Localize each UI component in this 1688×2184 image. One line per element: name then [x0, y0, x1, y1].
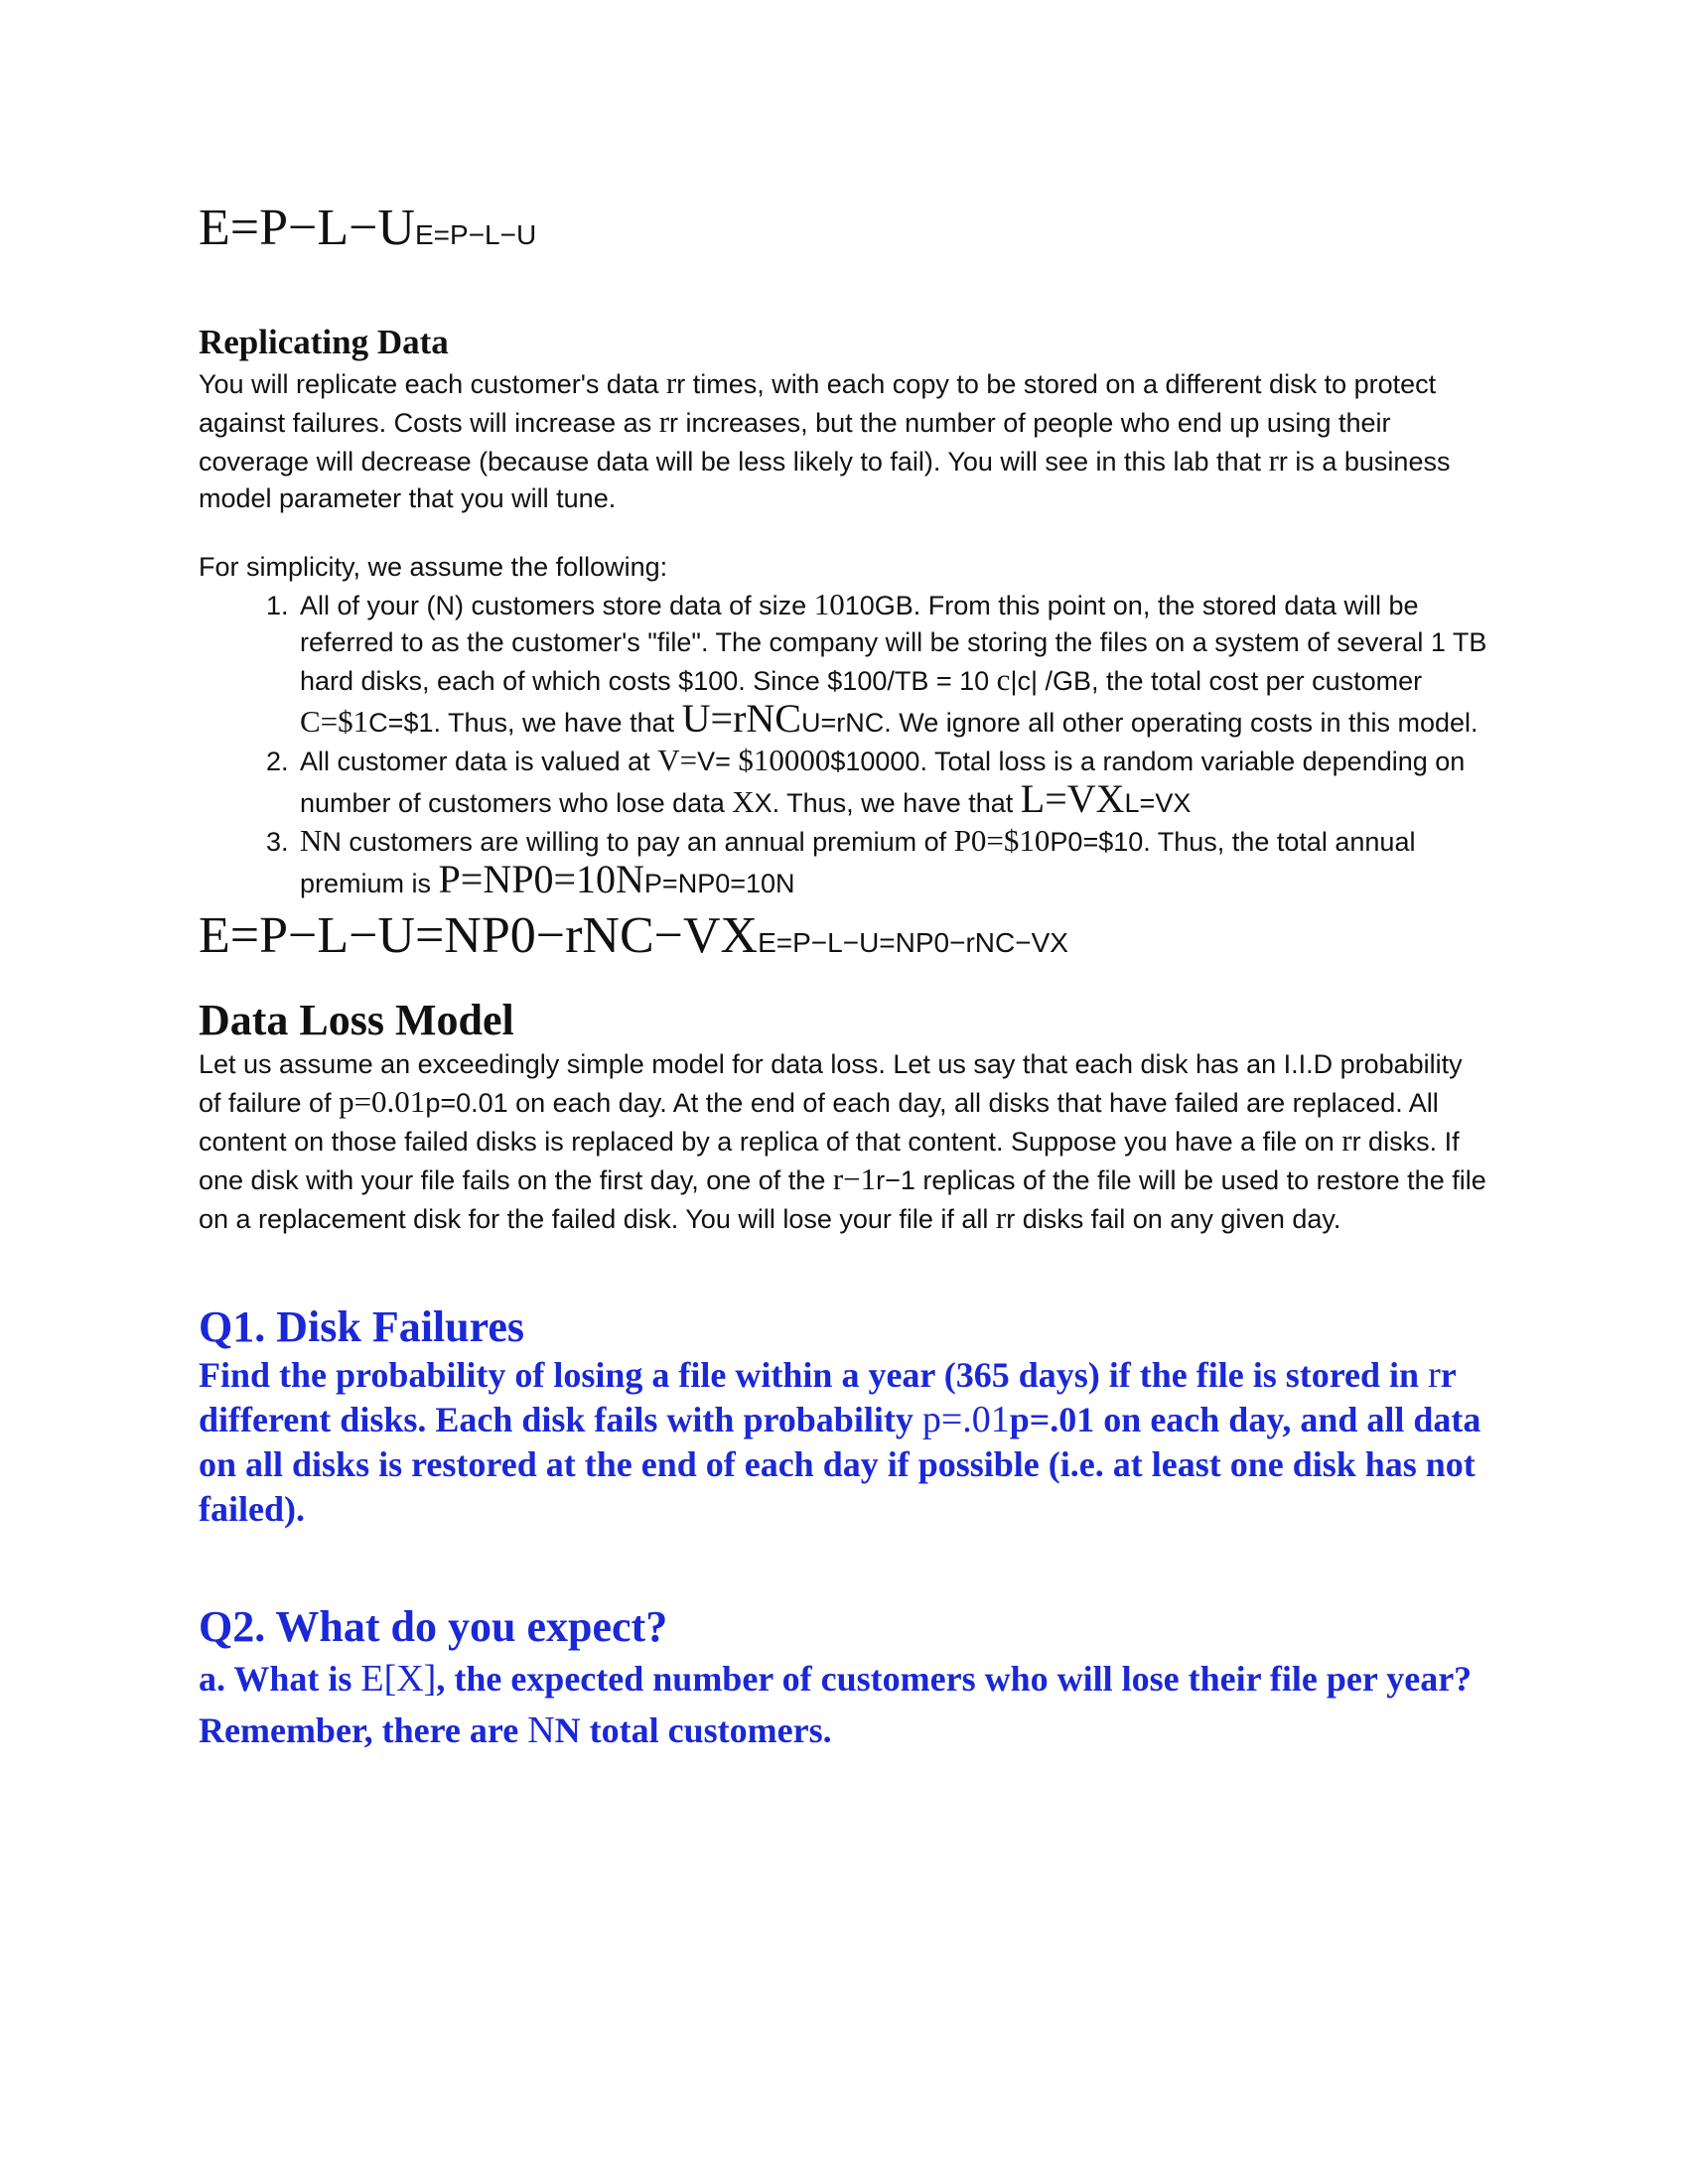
- equation-text: E=P−L−U: [414, 219, 537, 250]
- equation-text: E=P−L−U=NP0−rNC−VX: [758, 927, 1068, 958]
- document-page: [199, 199, 1489, 1756]
- list-item: 1. All of your (N) customers store data of size 1010GB. From this point on, the stored data will be referred to as the customer's "file". The company will be storing the files on a system of several 1 TB hard disks, each of which costs $100. Since $100/TB = 10 c|c| /GB, the total cost per customer C=$1C=$1. Thus, we have that U=rNCU=rNC. We ignore all other operating costs in this model.: [296, 586, 1489, 742]
- list-item: 3. NN customers are willing to pay an annual premium of P0=$10P0=$10. Thus, the total annual premium is P=NP0=10NP=NP0=10N: [296, 822, 1489, 902]
- heading-data-loss-model: Data Loss Model: [199, 996, 514, 1044]
- question-1-title: Q1. Disk Failures: [199, 1302, 525, 1351]
- question-1-body: Find the probability of losing a file within a year (365 days) if the file is stored in rr different disks. Each disk fails with probability p=.01p=.01 on each day, and all data on all disks is restored at the end of each day if possible (i.e. at least one disk has not failed).: [199, 1354, 1481, 1529]
- heading-replicating-data: Replicating Data: [199, 323, 449, 361]
- equation-math: E=P−L−U: [199, 200, 415, 256]
- assumption-list: [199, 586, 1489, 902]
- question-2-title: Q2. What do you expect?: [199, 1602, 668, 1651]
- equation-math: E=P−L−U=NP0−rNC−VX: [199, 907, 759, 964]
- question-2-body: a. What is E[X], the expected number of customers who will lose their file per year? Remember, there are NN total customers.: [199, 1658, 1473, 1751]
- list-item: 2. All customer data is valued at V=V= $10000$10000. Total loss is a random variable depending on number of customers who lose data XX. Thus, we have that L=VXL=VX: [296, 742, 1489, 822]
- equation-expected-earnings: [199, 199, 1489, 265]
- assumptions-intro: For simplicity, we assume the following:: [199, 552, 668, 582]
- paragraph-replicating: You will replicate each customer's data rr times, with each copy to be stored on a different disk to protect against failures. Costs will increase as rr increases, but the number of people who end up using their coverage will decrease (because data will be less likely to fail). You will see in this lab that rr is a business model parameter that you will tune.: [199, 365, 1451, 513]
- equation-expanded-earnings: [199, 906, 1489, 973]
- paragraph-data-loss: Let us assume an exceedingly simple model for data loss. Let us say that each disk has an I.I.D probability of failure of p=0.01p=0.01 on each day. At the end of each day, all disks that have failed are replaced. All content on those failed disks is replaced by a replica of that content. Suppose you have a file on rr disks. If one disk with your file fails on the first day, one of the r−1r−1 replicas of the file will be used to restore the file on a replacement disk for the failed disk. You will lose your file if all rr disks fail on any given day.: [199, 1049, 1486, 1235]
